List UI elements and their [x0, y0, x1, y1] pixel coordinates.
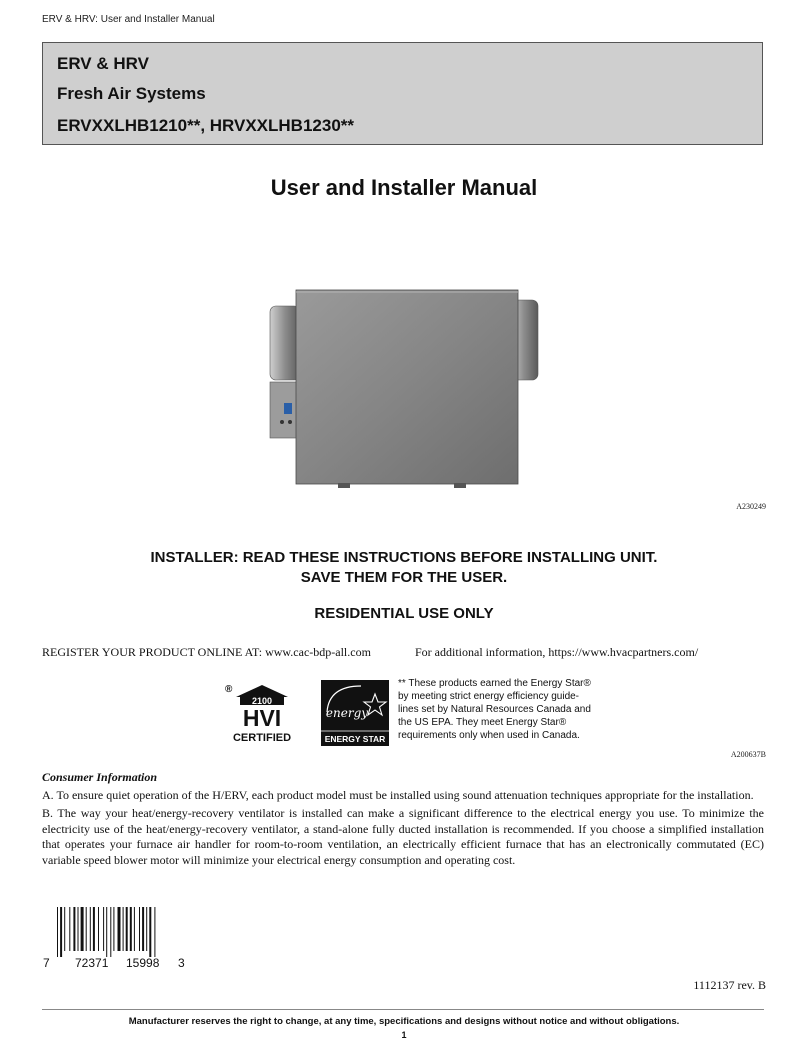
barcode-bar	[78, 907, 79, 951]
barcode-bar	[134, 907, 135, 951]
title-line-product: ERV & HRV	[57, 54, 149, 73]
footer-disclaimer: Manufacturer reserves the right to change, at any time, specifications and designs without notice and without obligations.	[128, 1016, 680, 1027]
energy-note-line: the US EPA. They meet Energy Star®	[398, 717, 567, 728]
barcode-bar	[110, 907, 111, 957]
energy-note-line: requirements only when used in Canada.	[398, 730, 580, 741]
barcode-bar	[142, 907, 144, 951]
energy-note-line: by meeting strict energy efficiency guide-	[398, 691, 580, 702]
hvi-logo-letters: HVI	[242, 705, 282, 731]
manual-title: User and Installer Manual	[270, 175, 538, 200]
logos-figure-code: A200637B	[730, 750, 766, 759]
running-header: ERV & HRV: User and Installer Manual	[42, 14, 215, 25]
additional-info-text: For additional information, https://www.hvacpartners.com/	[415, 645, 699, 659]
barcode-bar	[123, 907, 124, 951]
barcode-bar	[60, 907, 62, 957]
barcode-bar	[90, 907, 91, 951]
title-line-models: ERVXXLHB1210**, HRVXXLHB1230**	[57, 116, 355, 135]
hvi-logo-certified: CERTIFIED	[232, 732, 292, 744]
barcode-bar	[126, 907, 128, 951]
barcode-digits-right: 15998	[126, 956, 160, 970]
barcode-bar	[93, 907, 95, 951]
energy-star-note	[398, 677, 598, 742]
barcode	[55, 907, 195, 957]
barcode-bar	[118, 907, 121, 951]
page-number: 1	[401, 1030, 407, 1040]
consumer-paragraph-b: B. The way your heat/energy-recovery ventilator is installed can make a significant difference to the electrical energy you use. To minimize the electricity use of the heat/energy-recovery ventilator, a stand-alone fully ducted installation is recommended. If you choose a simplified installation that operates your furnace air handler for room-to-room ventilation, an electrically efficient furnace that has an electronically commutated (EC) variable speed blower motor will minimize your electrical energy consumption and operating cost.	[42, 806, 764, 867]
product-figure-code: A230249	[736, 502, 766, 511]
barcode-bar	[103, 907, 104, 951]
barcode-digit-start: 7	[43, 956, 50, 970]
barcode-bar	[69, 907, 70, 951]
hvi-certified-logo	[222, 683, 302, 745]
hvi-logo-number: 2100	[251, 696, 273, 706]
barcode-bar	[139, 907, 140, 951]
energy-note-line: lines set by Natural Resources Canada and	[398, 704, 591, 715]
energy-star-script: energy	[325, 706, 369, 720]
register-product-text: REGISTER YOUR PRODUCT ONLINE AT: www.cac-bdp-all.com	[42, 645, 371, 659]
product-image	[262, 282, 544, 492]
consumer-information-heading: Consumer Information	[42, 770, 158, 784]
barcode-bar	[149, 907, 151, 957]
barcode-bar	[86, 907, 87, 951]
title-box	[42, 42, 763, 145]
residential-use-notice: RESIDENTIAL USE ONLY	[314, 605, 494, 622]
barcode-bar	[81, 907, 84, 951]
installer-instruction-line2: SAVE THEM FOR THE USER.	[300, 569, 508, 586]
barcode-bar	[154, 907, 155, 957]
consumer-paragraph-a: A. To ensure quiet operation of the H/ERV, each product model must be installed using sound attenuation techniques appropriate for the installation.	[42, 788, 754, 802]
barcode-bar	[57, 907, 58, 957]
barcode-digits-left: 72371	[75, 956, 109, 970]
footer-divider	[42, 1009, 764, 1010]
barcode-bar	[73, 907, 75, 951]
energy-star-logo	[321, 680, 389, 746]
barcode-bar	[146, 907, 147, 951]
part-number: 1112137 rev. B	[693, 978, 766, 992]
title-line-subtitle: Fresh Air Systems	[57, 84, 206, 103]
hvi-logo-registered: ®	[225, 684, 233, 695]
installer-instruction-line1: INSTALLER: READ THESE INSTRUCTIONS BEFORE INSTALLING UNIT.	[150, 549, 658, 566]
barcode-bar	[106, 907, 107, 957]
barcode-bar	[113, 907, 114, 951]
energy-star-label: ENERGY STAR	[324, 734, 386, 744]
barcode-bar	[64, 907, 65, 951]
barcode-bar	[130, 907, 132, 951]
barcode-bar	[98, 907, 99, 951]
barcode-digit-end: 3	[178, 956, 185, 970]
energy-note-line: ** These products earned the Energy Star®	[398, 678, 591, 689]
